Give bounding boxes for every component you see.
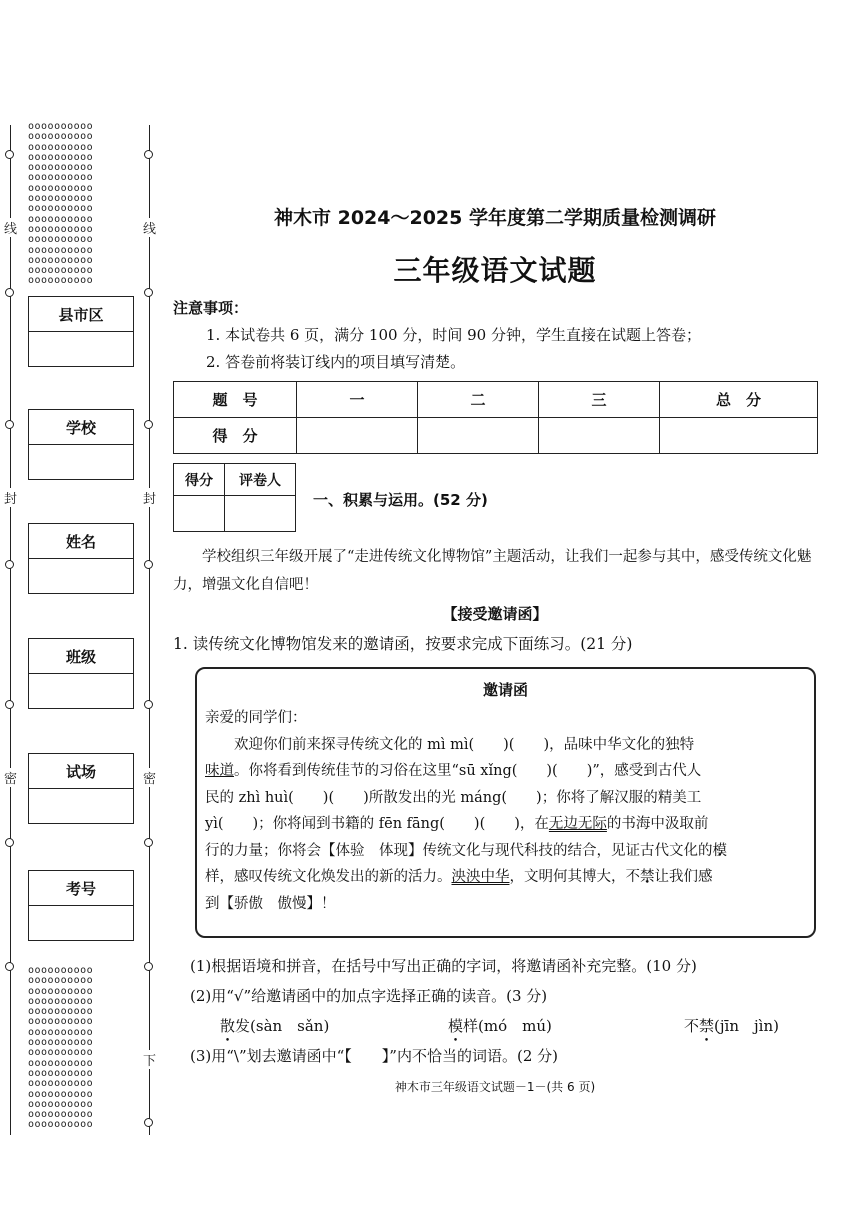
letter-line [205, 838, 805, 865]
info-box-field[interactable] [29, 674, 133, 708]
seal-ring [144, 838, 153, 847]
letter-line [205, 811, 805, 838]
score-header-cell: 题 号 [174, 382, 297, 418]
option-sanfa[interactable] [220, 1015, 329, 1036]
double-underlined-phrase: 泱泱中华 [451, 869, 510, 885]
info-box-field[interactable] [29, 445, 133, 479]
letter-greeting: 亲爱的同学们： [205, 710, 307, 726]
info-box-label: 考号 [29, 871, 133, 906]
option-bujin[interactable] [684, 1015, 779, 1036]
dotted-char: 禁 [699, 1017, 715, 1035]
letter-text: 行的力量；你将会【体验 体现】传统文化与现代科技的结合，见证古代文化的 [205, 842, 713, 859]
letter-text: ，文明何其博大，不 [509, 869, 640, 885]
seal-ring [5, 962, 14, 971]
letter-text: 让我们感 [654, 869, 713, 885]
info-box-label: 试场 [29, 754, 133, 789]
option-text: 样(mó mú) [463, 1017, 552, 1035]
invitation-letter [195, 667, 816, 938]
seal-ring [5, 838, 14, 847]
letter-line: 到【骄傲 傲慢】！ [205, 895, 336, 912]
letter-line: 欢迎你们前来探寻传统文化的 mì mì( )( )，品味中华文化的独特 [234, 736, 695, 753]
info-box-field[interactable] [29, 332, 133, 366]
option-text: (jīn jìn) [714, 1017, 779, 1035]
notice-item: 2. 答卷前将装订线内的项目填写清楚。 [206, 353, 466, 371]
section-title: 一、积累与运用。(52 分) [313, 491, 488, 509]
grader-name-cell[interactable] [225, 496, 296, 532]
seal-char-feng-left: 封 [4, 488, 17, 507]
seal-ring [5, 420, 14, 429]
score-cell[interactable] [539, 418, 660, 454]
letter-text: 的书海中汲取前 [606, 816, 709, 832]
subquestion-2: (2)用“√”给邀请函中的加点字选择正确的读音。(3 分) [190, 987, 548, 1005]
grader-score-cell[interactable] [174, 496, 225, 532]
seal-char-mi-left: 密 [4, 768, 17, 787]
info-box-school[interactable] [28, 409, 134, 480]
letter-text: yì( )；你将闻到书籍的 fēn fāng( )( )，在 [205, 816, 549, 832]
seal-char-xian-left: 线 [4, 218, 17, 237]
seal-ring [144, 288, 153, 297]
letter-body [205, 705, 805, 917]
seal-ring [144, 560, 153, 569]
seal-ring [5, 700, 14, 709]
subquestion-3: (3)用“\”划去邀请函中“【 】”内不恰当的词语。(2 分) [190, 1047, 558, 1065]
grader-table [173, 463, 296, 532]
question-1: 1. 读传统文化博物馆发来的邀请函，按要求完成下面练习。(21 分) [173, 635, 633, 653]
score-header-cell: 三 [539, 382, 660, 418]
seal-char-feng-right: 封 [143, 488, 156, 507]
score-header-cell: 总 分 [660, 382, 818, 418]
letter-line: 民的 zhì huì( )( )所散发出的光 máng( )；你将了解汉服的精美工 [205, 789, 702, 806]
score-cell[interactable] [418, 418, 539, 454]
notice-heading: 注意事项： [173, 299, 249, 317]
notice-item: 1. 本试卷共 6 页，满分 100 分，时间 90 分钟，学生直接在试题上答卷； [206, 326, 701, 344]
info-box-label: 班级 [29, 639, 133, 674]
info-box-label: 学校 [29, 410, 133, 445]
info-box-name[interactable] [28, 523, 134, 594]
seal-ring [144, 1118, 153, 1127]
score-header-cell: 二 [418, 382, 539, 418]
section-intro: 学校组织三年级开展了“走进传统文化博物馆”主题活动，让我们一起参与其中，感受传统文化魅力，增强文化自信吧！ [173, 549, 812, 593]
dotted-char: 模 [712, 842, 727, 859]
dot-column-bottom: oooooooooo oooooooooo oooooooooo oooooooooo oooooooooo oooooooooo oooooooooo oooooooooo oooooooooo oooooooooo oooooooooo oooooooooo oooooooooo oooooooooo oooooooooo oooooooooo [28, 966, 94, 1130]
page-footer: 神木市三年级语文试题－1－(共 6 页) [394, 1080, 596, 1094]
dotted-char: 禁 [640, 869, 655, 885]
info-box-field[interactable] [29, 906, 133, 940]
score-cell[interactable] [660, 418, 818, 454]
score-table [173, 381, 818, 454]
seal-char-mi-right: 密 [143, 768, 156, 787]
info-box-exam-number[interactable] [28, 870, 134, 941]
option-text: 不 [684, 1017, 700, 1035]
seal-ring [5, 150, 14, 159]
info-box-class[interactable] [28, 638, 134, 709]
seal-line-left [10, 125, 11, 1135]
letter-title: 邀请函 [482, 681, 528, 699]
letter-line [205, 864, 805, 891]
info-box-label: 姓名 [29, 524, 133, 559]
info-box-field[interactable] [29, 789, 133, 823]
score-header-cell: 一 [297, 382, 418, 418]
seal-char-xian-right: 线 [143, 218, 156, 237]
option-text: 发(sàn sǎn) [235, 1017, 330, 1035]
grader-score-label: 得分 [174, 464, 225, 496]
seal-ring [144, 700, 153, 709]
dot-column-top: oooooooooo oooooooooo oooooooooo oooooooooo oooooooooo oooooooooo oooooooooo oooooooooo oooooooooo oooooooooo oooooooooo oooooooooo oooooooooo oooooooooo oooooooooo oooooooooo [28, 122, 94, 287]
info-box-label: 县市区 [29, 297, 133, 332]
score-row-label: 得 分 [174, 418, 297, 454]
subquestion-1: (1)根据语境和拼音，在括号中写出正确的字词，将邀请函补充完整。(10 分) [190, 957, 697, 975]
letter-text: 。你将看到传统佳节的习俗在这里“sū xǐng( )( )”，感受到古代人 [234, 763, 702, 779]
option-moyang[interactable] [448, 1015, 552, 1036]
seal-ring [144, 150, 153, 159]
grader-name-label: 评卷人 [225, 464, 296, 496]
score-cell[interactable] [297, 418, 418, 454]
double-underlined-phrase: 无边无际 [548, 816, 607, 832]
exam-subtitle: 三年级语文试题 [393, 254, 597, 287]
seal-ring [144, 962, 153, 971]
letter-text: 样，感叹传统文化焕发出的新的活力。 [205, 869, 452, 885]
info-box-county[interactable] [28, 296, 134, 367]
seal-ring [5, 288, 14, 297]
dotted-char: 模 [448, 1017, 464, 1035]
info-box-exam-room[interactable] [28, 753, 134, 824]
letter-line [205, 758, 805, 785]
seal-ring [144, 420, 153, 429]
seal-ring [5, 560, 14, 569]
dotted-char: 散 [220, 1017, 236, 1035]
exam-title: 神木市 2024～2025 学年度第二学期质量检测调研 [274, 207, 716, 229]
seal-line-right [149, 125, 150, 1135]
seal-char-xia-right: 下 [143, 1050, 156, 1069]
underlined-word: 味道 [205, 763, 234, 779]
subheading: 【接受邀请函】 [442, 605, 548, 623]
info-box-field[interactable] [29, 559, 133, 593]
